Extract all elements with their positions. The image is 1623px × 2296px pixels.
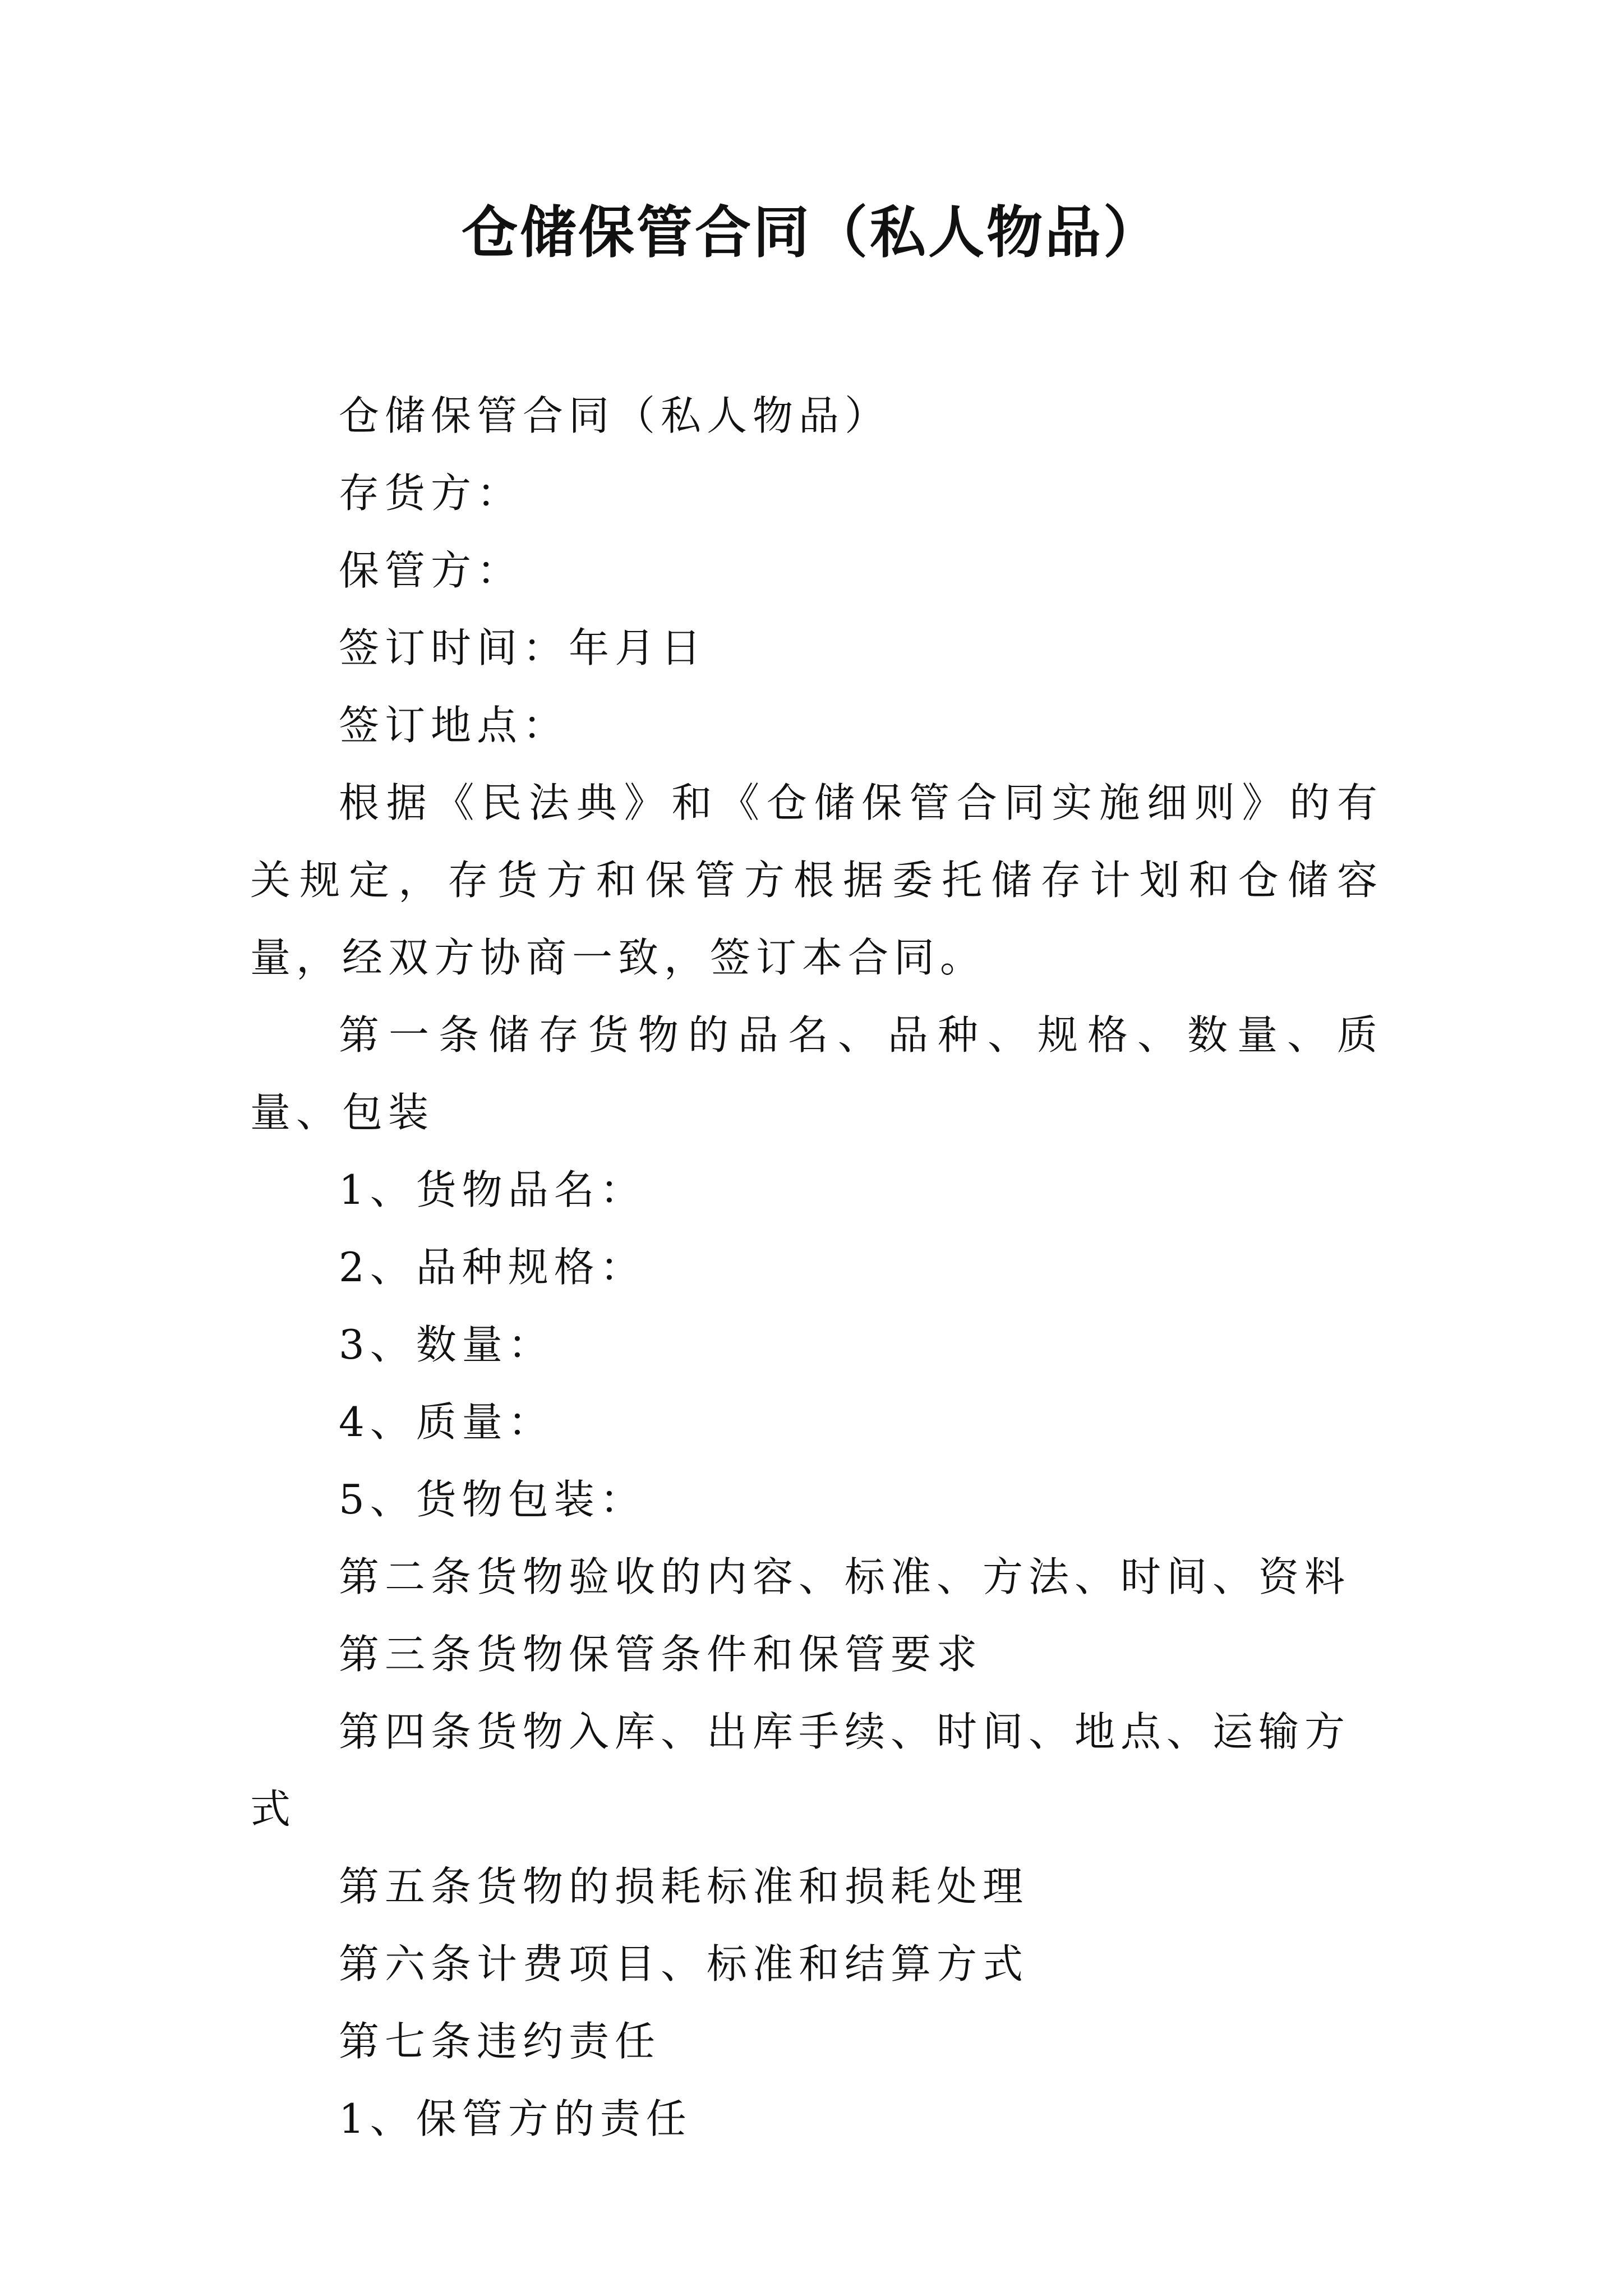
paragraph-article-6: 第六条计费项目、标准和结算方式 — [339, 1940, 1029, 1987]
paragraph-item-4: 4、质量： — [339, 1398, 554, 1446]
paragraph-article-7: 第七条违约责任 — [339, 2018, 661, 2065]
paragraph-signing-date: 签订时间：年月日 — [339, 624, 707, 671]
paragraph-article-7-item-1: 1、保管方的责任 — [339, 2095, 692, 2142]
paragraph-article-1: 第一条储存货物的品名、品种、规格、数量、质量、包装 — [250, 1011, 1383, 1136]
paragraph-item-1: 1、货物品名： — [339, 1166, 646, 1213]
document-title: 仓储保管合同（私人物品） — [462, 200, 1161, 265]
paragraph-depositor: 存货方： — [339, 470, 523, 517]
paragraph-subtitle: 仓储保管合同（私人物品） — [339, 392, 891, 439]
document-body — [250, 377, 1383, 2157]
paragraph-article-3: 第三条货物保管条件和保管要求 — [339, 1631, 983, 1678]
paragraph-custodian: 保管方： — [339, 547, 523, 594]
paragraph-item-3: 3、数量： — [339, 1321, 554, 1368]
paragraph-preamble: 根据《民法典》和《仓储保管合同实施细则》的有关规定，存货方和保管方根据委托储存计划和仓储容量，经双方协商一致，签订本合同。 — [250, 779, 1383, 981]
paragraph-article-2: 第二条货物验收的内容、标准、方法、时间、资料 — [339, 1553, 1351, 1600]
paragraph-article-5: 第五条货物的损耗标准和损耗处理 — [339, 1863, 1029, 1910]
paragraph-article-4: 第四条货物入库、出库手续、时间、地点、运输方式 — [250, 1708, 1351, 1833]
paragraph-item-2: 2、品种规格： — [339, 1244, 646, 1291]
paragraph-item-5: 5、货物包装： — [339, 1476, 646, 1523]
paragraph-signing-place: 签订地点： — [339, 702, 569, 749]
